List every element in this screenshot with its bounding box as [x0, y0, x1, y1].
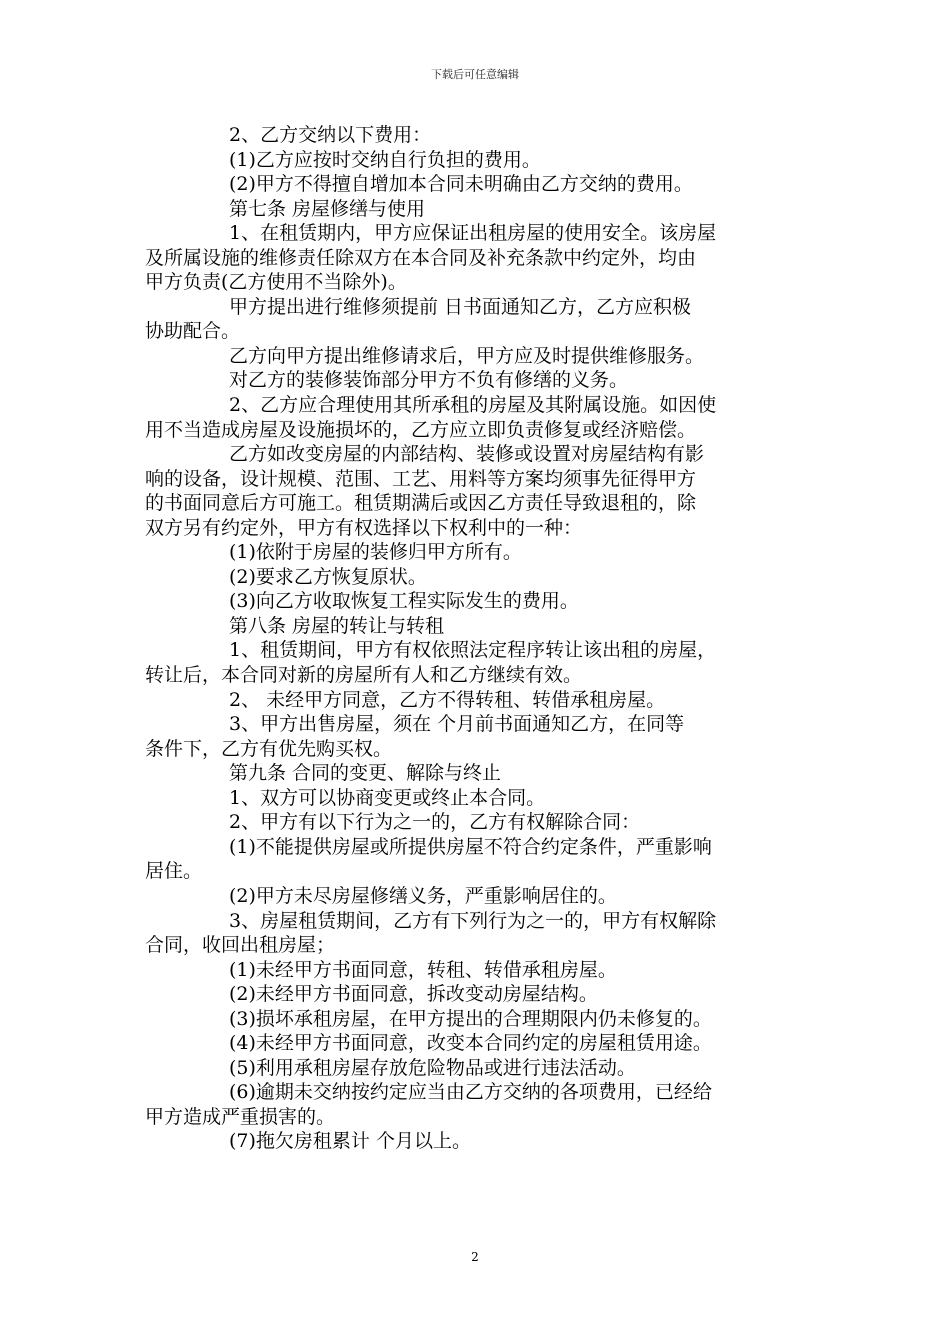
- text-line: 1、租赁期间，甲方有权依照法定程序转让该出租的房屋，: [229, 639, 717, 662]
- text-line: 甲方负责(乙方使用不当除外)。: [145, 271, 407, 294]
- text-line: 2、 未经甲方同意，乙方不得转租、转借承租房屋。: [229, 688, 666, 711]
- text-line: 1、双方可以协商变更或终止本合同。: [229, 786, 546, 809]
- text-line: 居住。: [145, 860, 203, 883]
- text-line: (1)不能提供房屋或所提供房屋不符合约定条件，严重影响: [229, 835, 712, 858]
- text-line: (2)甲方未尽房屋修缮义务，严重影响居住的。: [229, 884, 617, 907]
- text-line: (3)向乙方收取恢复工程实际发生的费用。: [229, 590, 579, 613]
- text-line: 3、甲方出售房屋，须在 个月前书面通知乙方，在同等: [229, 713, 685, 736]
- document-body: [145, 123, 810, 1154]
- text-line: (5)利用承租房屋存放危险物品或进行违法活动。: [229, 1056, 636, 1079]
- text-line: 响的设备，设计规模、范围、工艺、用料等方案均须事先征得甲方: [145, 467, 697, 490]
- text-line: 合同，收回出租房屋；: [145, 934, 336, 957]
- page-number: 2: [471, 1250, 479, 1264]
- text-line: 及所属设施的维修责任除双方在本合同及补充条款中约定外，均由: [145, 246, 697, 269]
- text-line: (1)乙方应按时交纳自行负担的费用。: [229, 148, 541, 171]
- page-header: 下载后可任意编辑: [431, 68, 519, 81]
- text-line: (2)甲方不得擅自增加本合同未明确由乙方交纳的费用。: [229, 173, 693, 196]
- text-line: (1)依附于房屋的装修归甲方所有。: [229, 541, 522, 564]
- text-line: 转让后，本合同对新的房屋所有人和乙方继续有效。: [145, 664, 583, 687]
- text-line: 2、乙方交纳以下费用：: [229, 124, 432, 146]
- text-line: (6)逾期未交纳按约定应当由乙方交纳的各项费用，已经给: [229, 1081, 712, 1104]
- text-line: 协助配合。: [145, 320, 241, 343]
- text-line: 用不当造成房屋及设施损坏的，乙方应立即负责修复或经济赔偿。: [145, 418, 697, 441]
- text-line: 第七条 房屋修缮与使用: [229, 197, 426, 220]
- text-line: 的书面同意后方可施工。租赁期满后或因乙方责任导致退租的，除: [145, 492, 697, 515]
- text-line: (2)未经甲方书面同意，拆改变动房屋结构。: [229, 983, 598, 1006]
- text-line: 条件下，乙方有优先购买权。: [145, 737, 393, 760]
- text-line: 乙方向甲方提出维修请求后，甲方应及时提供维修服务。: [229, 344, 705, 367]
- text-line: 甲方造成严重损害的。: [145, 1105, 336, 1128]
- text-line: (1)未经甲方书面同意，转租、转借承租房屋。: [229, 958, 617, 981]
- text-line: (3)损坏承租房屋，在甲方提出的合理期限内仍未修复的。: [229, 1007, 712, 1030]
- text-line: 2、乙方应合理使用其所承租的房屋及其附属设施。如因使: [229, 394, 717, 417]
- text-line: 对乙方的装修装饰部分甲方不负有修缮的义务。: [229, 369, 629, 392]
- text-line: (2)要求乙方恢复原状。: [229, 565, 427, 588]
- text-line: 乙方如改变房屋的内部结构、装修或设置对房屋结构有影: [229, 443, 705, 466]
- text-line: 第九条 合同的变更、解除与终止: [229, 762, 502, 785]
- text-line: 甲方提出进行维修须提前 日书面通知乙方，乙方应积极: [229, 295, 692, 318]
- text-line: 第八条 房屋的转让与转租: [229, 614, 445, 637]
- text-line: 双方另有约定外，甲方有权选择以下权利中的一种：: [145, 516, 583, 539]
- text-line: 3、房屋租赁期间，乙方有下列行为之一的，甲方有权解除: [229, 909, 717, 932]
- text-line: (7)拖欠房租累计 个月以上。: [229, 1130, 471, 1153]
- text-line: (4)未经甲方书面同意，改变本合同约定的房屋租赁用途。: [229, 1032, 712, 1055]
- text-line: 1、在租赁期内，甲方应保证出租房屋的使用安全。该房屋: [229, 222, 717, 245]
- text-line: 2、甲方有以下行为之一的，乙方有权解除合同：: [229, 811, 641, 834]
